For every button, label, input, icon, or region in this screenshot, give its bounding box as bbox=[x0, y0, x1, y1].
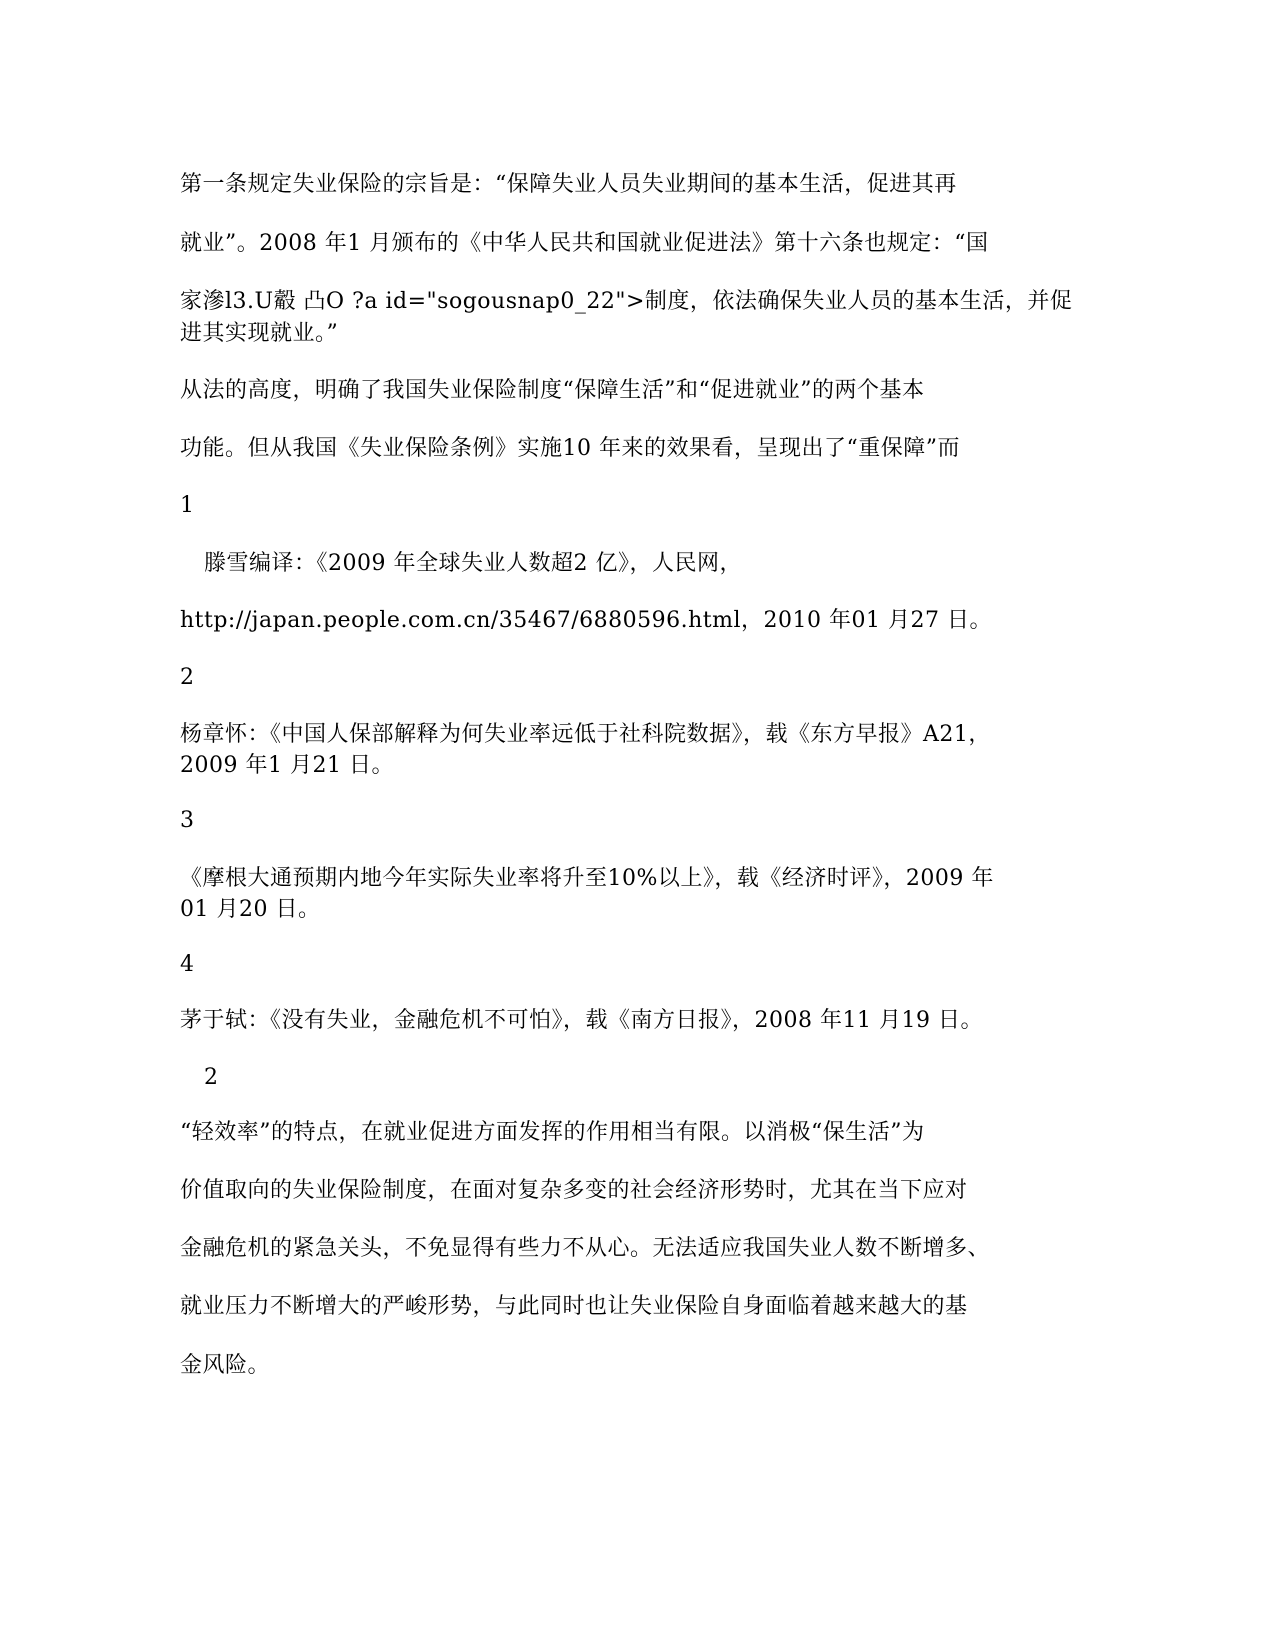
footnote-number: 4 bbox=[180, 952, 195, 977]
footnote-text: 2009 年1 月21 日。 bbox=[180, 753, 394, 778]
text-line: 从法的高度，明确了我国失业保险制度“保障生活”和“促进就业”的两个基本 bbox=[180, 378, 925, 403]
footnote-text: 01 月20 日。 bbox=[180, 897, 321, 922]
footnote-text: http://japan.people.com.cn/35467/6880596.html，2010 年01 月27 日。 bbox=[180, 608, 993, 633]
text-line: 就业”。2008 年1 月颁布的《中华人民共和国就业促进法》第十六条也规定：“国 bbox=[180, 231, 989, 256]
text-line: 金融危机的紧急关头，不免显得有些力不从心。无法适应我国失业人数不断增多、 bbox=[180, 1236, 991, 1261]
text-line: 价值取向的失业保险制度，在面对复杂多变的社会经济形势时，尤其在当下应对 bbox=[180, 1178, 968, 1203]
footnote-number: 2 bbox=[180, 665, 195, 690]
text-line: 第一条规定失业保险的宗旨是：“保障失业人员失业期间的基本生活，促进其再 bbox=[180, 172, 957, 197]
text-line: “轻效率”的特点，在就业促进方面发挥的作用相当有限。以消极“保生活”为 bbox=[180, 1120, 925, 1145]
text-line: 金风险。 bbox=[180, 1353, 271, 1378]
footnote-text: 茅于轼：《没有失业，金融危机不可怕》，载《南方日报》，2008 年11 月19 日。 bbox=[180, 1008, 983, 1033]
footnote-text: 杨章怀：《中国人保部解释为何失业率远低于社科院数据》，载《东方早报》A21， bbox=[180, 722, 991, 747]
footnote-text: 《摩根大通预期内地今年实际失业率将升至10%以上》，载《经济时评》，2009 年 bbox=[180, 866, 994, 891]
text-line: 就业压力不断增大的严峻形势，与此同时也让失业保险自身面临着越来越大的基 bbox=[180, 1294, 968, 1319]
footnote-number: 3 bbox=[180, 808, 195, 833]
text-line: 功能。但从我国《失业保险条例》实施10 年来的效果看，呈现出了“重保障”而 bbox=[180, 436, 960, 461]
text-line: 进其实现就业。” bbox=[180, 321, 339, 346]
text-line: 家滲l3.U觳 凸O ?a id="sogousnap0_22">制度，依法确保失业人员的基本生活，并促 bbox=[180, 289, 1073, 314]
page-number: 2 bbox=[204, 1065, 219, 1090]
footnote-number: 1 bbox=[180, 493, 195, 518]
footnote-text: 滕雪编译：《2009 年全球失业人数超2 亿》，人民网， bbox=[204, 551, 742, 576]
